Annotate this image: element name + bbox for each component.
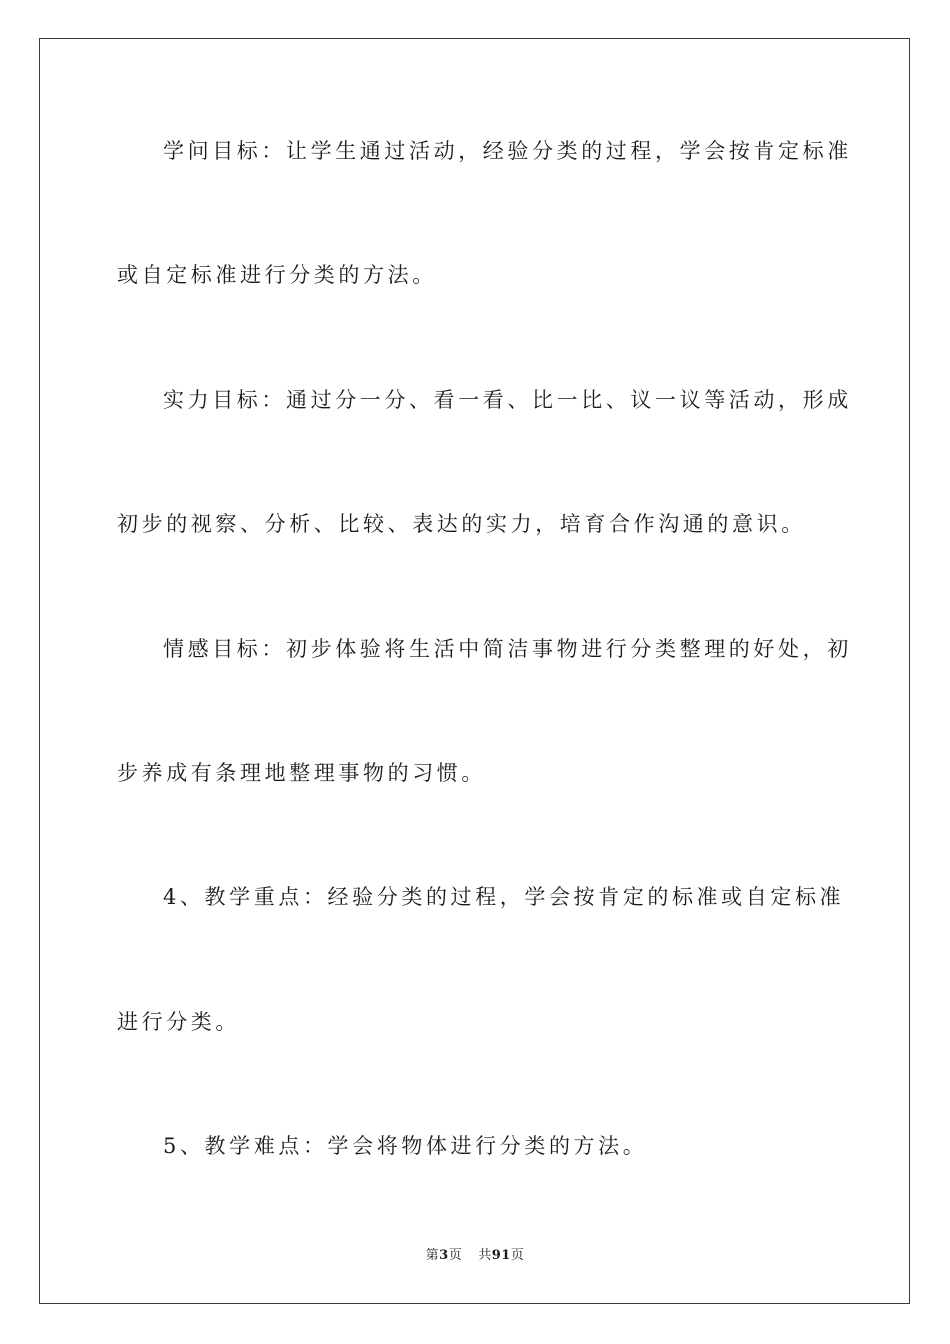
footer-page-suffix: 页 — [448, 1248, 463, 1263]
footer-total-prefix: 共 — [478, 1248, 492, 1263]
footer-total-pages: 91 — [491, 1248, 511, 1263]
paragraph-2-line-2: 初步的视察、分析、比较、表达的实力，培育合作沟通的意识。 — [117, 512, 806, 536]
footer-page-number: 3 — [439, 1248, 449, 1263]
footer-page-prefix: 第 — [425, 1248, 440, 1263]
paragraph-1-line-1: 学问目标：让学生通过活动，经验分类的过程，学会按肯定标准 — [163, 139, 852, 163]
paragraph-4-line-1: 4、教学重点：经验分类的过程，学会按肯定的标准或自定标准 — [163, 885, 845, 909]
paragraph-3-line-1: 情感目标：初步体验将生活中简洁事物进行分类整理的好处，初 — [163, 637, 852, 661]
paragraph-3-line-2: 步养成有条理地整理事物的习惯。 — [117, 761, 486, 785]
paragraph-4-line-2: 进行分类。 — [117, 1010, 240, 1034]
paragraph-1-line-2: 或自定标准进行分类的方法。 — [117, 263, 437, 287]
page-border — [39, 38, 910, 1304]
page-footer — [0, 1244, 950, 1263]
footer-total-suffix: 页 — [510, 1248, 525, 1263]
paragraph-5-line-1: 5、教学难点：学会将物体进行分类的方法。 — [163, 1134, 648, 1158]
paragraph-2-line-1: 实力目标：通过分一分、看一看、比一比、议一议等活动，形成 — [163, 388, 852, 412]
